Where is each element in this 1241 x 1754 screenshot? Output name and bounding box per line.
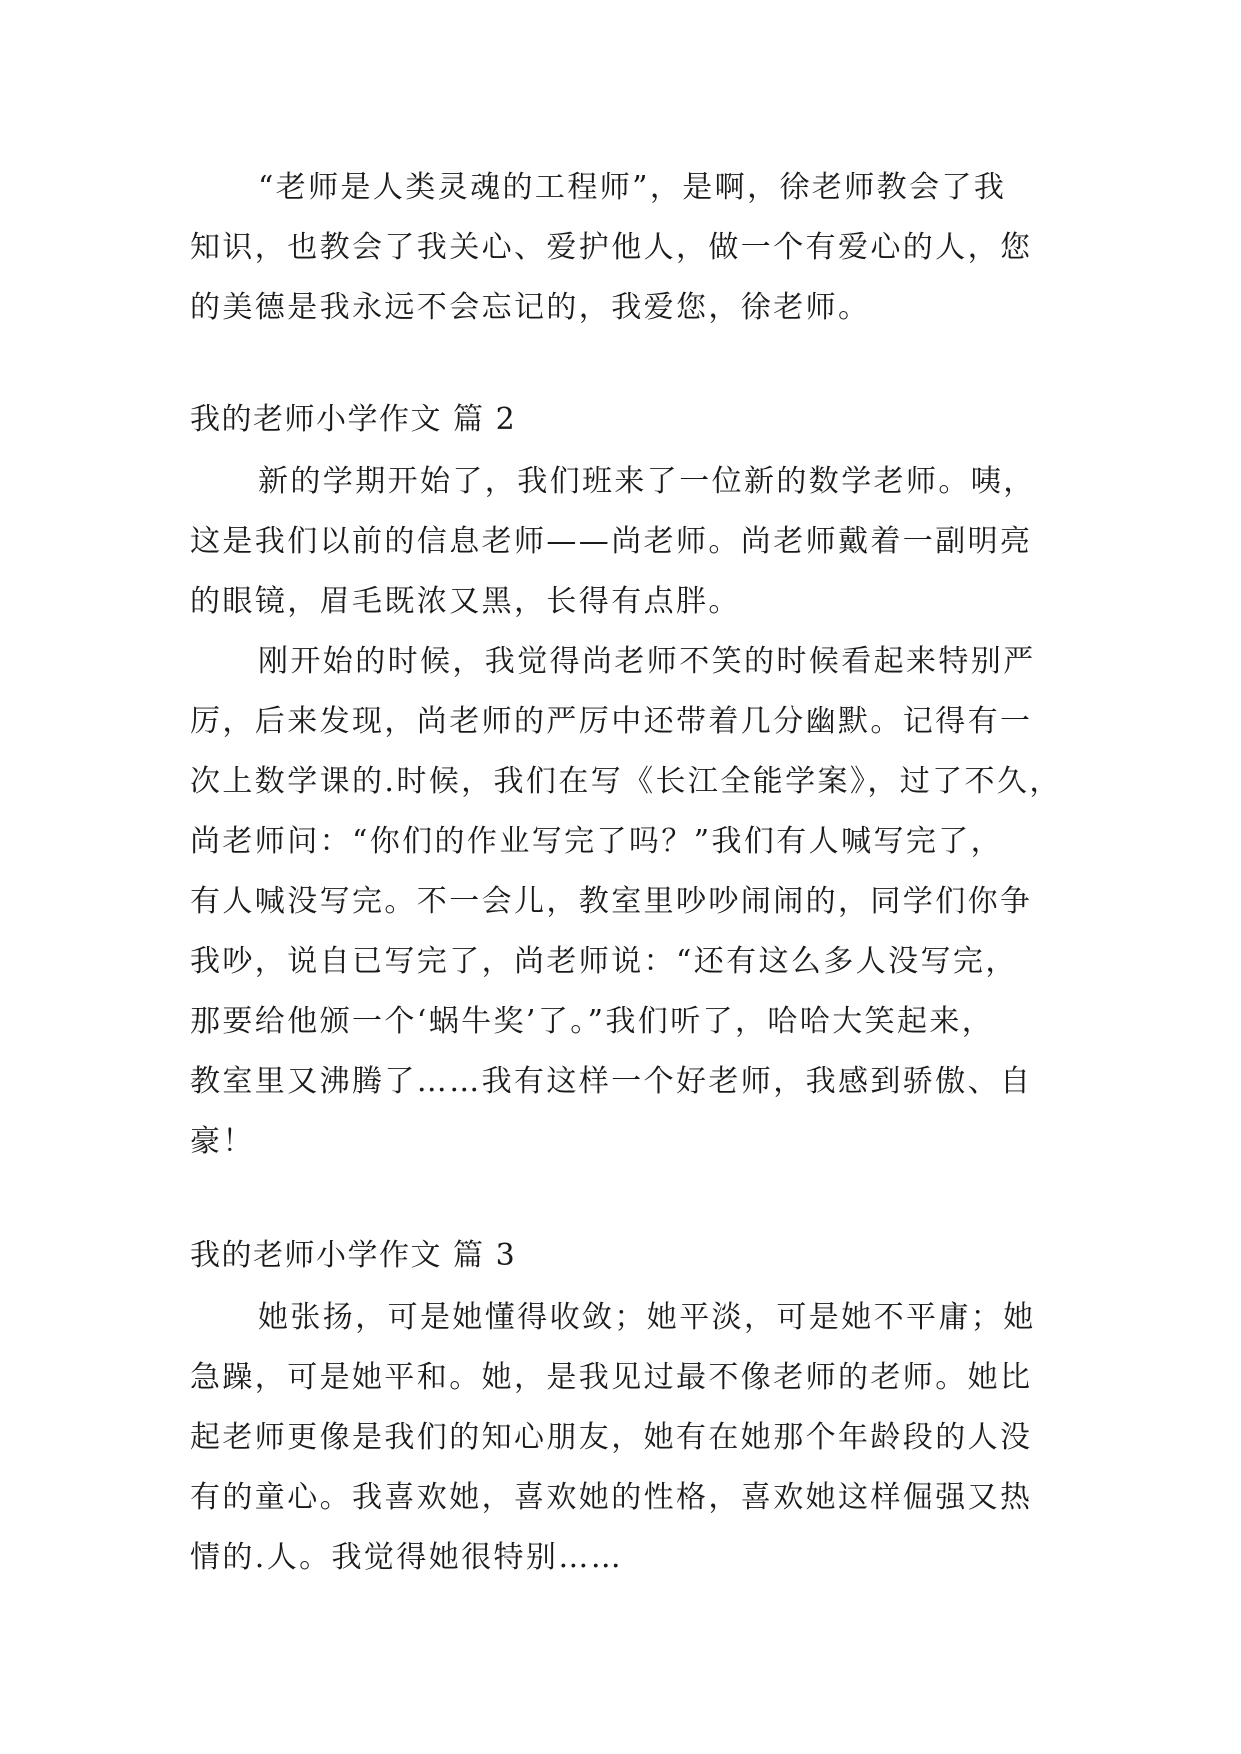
paragraph-line: 起老师更像是我们的知心朋友，她有在她那个年龄段的人没 — [190, 1420, 1033, 1455]
section-heading: 我的老师小学作文 篇 2 — [190, 402, 517, 437]
paragraph-line: 有人喊没写完。不一会儿，教室里吵吵闹闹的，同学们你争 — [190, 884, 1033, 919]
paragraph-line: 我吵，说自已写完了，尚老师说：“还有这么多人没写完， — [190, 944, 1018, 979]
paragraph-line: 急躁，可是她平和。她，是我见过最不像老师的老师。她比 — [190, 1360, 1033, 1395]
paragraph-line: 那要给他颁一个‘蜗牛奖’了。”我们听了，哈哈大笑起来， — [190, 1004, 995, 1039]
paragraph-line: 有的童心。我喜欢她，喜欢她的性格，喜欢她这样倔强又热 — [190, 1480, 1033, 1515]
paragraph-line: 情的.人。我觉得她很特别…… — [190, 1540, 624, 1575]
paragraph-line: 的美德是我永远不会忘记的，我爱您，徐老师。 — [190, 290, 871, 325]
paragraph-line: 这是我们以前的信息老师——尚老师。尚老师戴着一副明亮 — [190, 524, 1033, 559]
paragraph-line: 次上数学课的.时候，我们在写《长江全能学案》，过了不久， — [190, 764, 1062, 799]
paragraph-line: 刚开始的时候，我觉得尚老师不笑的时候看起来特别严 — [258, 644, 1036, 679]
paragraph-line: 尚老师问：“你们的作业写完了吗？”我们有人喊写完了， — [190, 824, 1004, 859]
paragraph-line: 的眼镜，眉毛既浓又黑，长得有点胖。 — [190, 584, 741, 619]
paragraph-line: 她张扬，可是她懂得收敛；她平淡，可是她不平庸；她 — [258, 1300, 1036, 1335]
section-heading: 我的老师小学作文 篇 3 — [190, 1238, 517, 1273]
paragraph-line: 新的学期开始了，我们班来了一位新的数学老师。咦， — [258, 464, 1036, 499]
paragraph-line: 厉，后来发现，尚老师的严厉中还带着几分幽默。记得有一 — [190, 704, 1033, 739]
paragraph-line: 豪！ — [190, 1124, 255, 1159]
paragraph-line: 知识，也教会了我关心、爱护他人，做一个有爱心的人，您 — [190, 230, 1033, 265]
paragraph-line: 教室里又沸腾了……我有这样一个好老师，我感到骄傲、自 — [190, 1064, 1033, 1099]
paragraph-line: “老师是人类灵魂的工程师”，是啊，徐老师教会了我 — [258, 170, 1007, 205]
